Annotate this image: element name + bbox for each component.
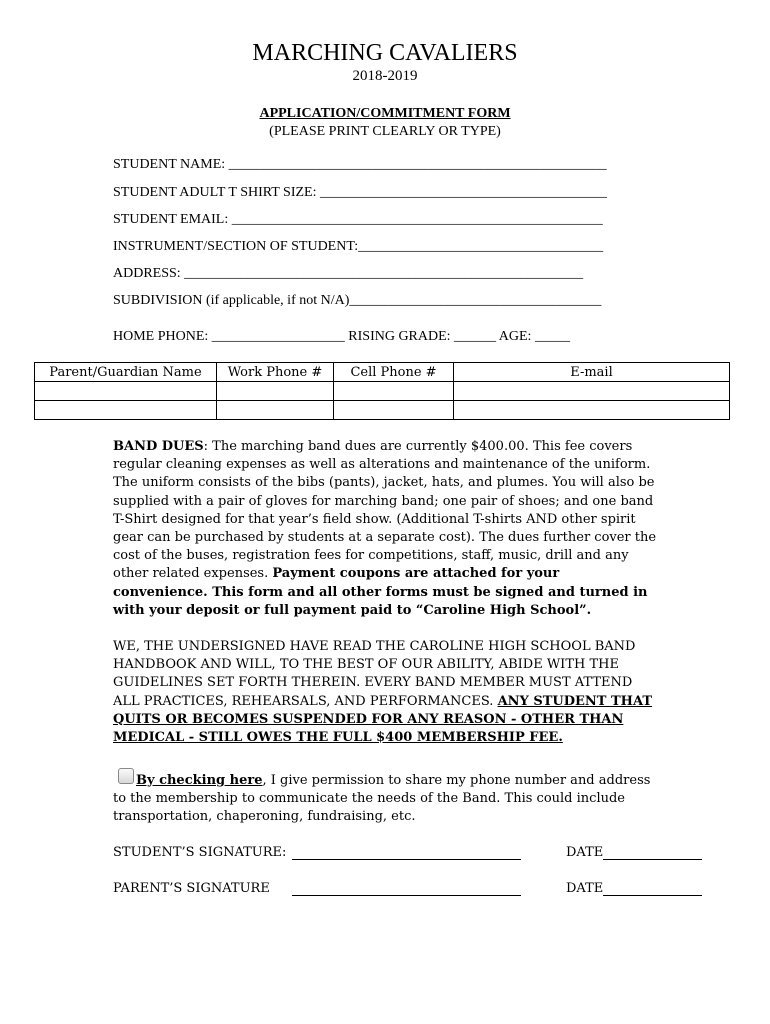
parent-signature-line[interactable] — [292, 895, 521, 896]
student-signature-line[interactable] — [292, 859, 521, 860]
agreement-text: WE, THE UNDERSIGNED HAVE READ THE CAROLINE HIGH SCHOOL BAND HANDBOOK AND WILL, TO THE BEST OF OUR ABILITY, ABIDE WITH THE GUIDELINES SET FORTH THEREIN. EVERY BAND MEMBER MUST ATTEND ALL PRACTICES, REHEARSALS, AND PERFORMANCES. — [113, 639, 636, 709]
email-cell[interactable] — [454, 401, 730, 420]
cell-phone-header: Cell Phone # — [334, 363, 454, 382]
band-dues-heading: BAND DUES — [113, 439, 204, 454]
band-dues-body: : The marching band dues are currently $400.00. This fee covers regular cleaning expenses as well as alterations and maintenance of the uniform. The uniform consists of the bibs (pants), jacket, hats, and plumes. You will also be supplied with a pair of gloves for marching band; one pair of shoes; and one band T-Shirt designed for that year’s field show. (Additional T-shirts AND other spirit gear can be purchased by students at a separate cost). The dues further cover the cost of the buses, registration fees for competitions, staff, music, drill and any other related expenses. — [113, 439, 657, 582]
phone-grade-age-field[interactable]: HOME PHONE: ___________________ RISING GRADE: ______ AGE: _____ — [113, 329, 570, 344]
work-phone-header: Work Phone # — [217, 363, 334, 382]
guardian-table — [34, 362, 730, 420]
permission-text: , I give permission to share my phone number and address to the membership to communicate the needs of the Band. This could include transportation, chaperoning, fundraising, etc. — [113, 773, 651, 825]
parent-date-label: DATE — [566, 881, 604, 896]
cell-phone-cell[interactable] — [334, 401, 454, 420]
agreement-paragraph — [113, 638, 658, 747]
student-signature-label: STUDENT’S SIGNATURE: — [113, 845, 287, 860]
parent-date-line[interactable] — [603, 895, 702, 896]
shirt-size-field[interactable]: STUDENT ADULT T SHIRT SIZE: _________________________________________ — [113, 185, 607, 200]
student-name-field[interactable]: STUDENT NAME: ______________________________________________________ — [113, 157, 607, 172]
subdivision-field[interactable]: SUBDIVISION (if applicable, if not N/A)____________________________________ — [113, 293, 602, 308]
quit-warning: ANY STUDENT THAT QUITS OR BECOMES SUSPENDED FOR ANY REASON - OTHER THAN MEDICAL - STILL OWES THE FULL $400 MEMBERSHIP FEE. — [113, 693, 653, 746]
table-row — [35, 401, 730, 420]
permission-lead: By checking here — [136, 773, 263, 788]
band-dues-note: Payment coupons are attached for your convenience. This form and all other forms must be signed and turned in with your deposit or full payment paid to “Caroline High School”. — [113, 566, 648, 618]
print-instruction: (PLEASE PRINT CLEARLY OR TYPE) — [269, 124, 501, 139]
permission-paragraph — [113, 772, 658, 827]
cell-phone-cell[interactable] — [334, 382, 454, 401]
guardian-name-cell[interactable] — [35, 382, 217, 401]
student-date-line[interactable] — [603, 859, 702, 860]
table-row — [35, 382, 730, 401]
guardian-table-header — [35, 363, 730, 382]
student-date-label: DATE — [566, 845, 604, 860]
form-subtitle: APPLICATION/COMMITMENT FORM — [259, 106, 511, 121]
email-cell[interactable] — [454, 382, 730, 401]
instrument-field[interactable]: INSTRUMENT/SECTION OF STUDENT:___________________________________ — [113, 239, 604, 254]
work-phone-cell[interactable] — [217, 401, 334, 420]
form-title: MARCHING CAVALIERS — [252, 40, 518, 66]
guardian-name-cell[interactable] — [35, 401, 217, 420]
work-phone-cell[interactable] — [217, 382, 334, 401]
school-year: 2018-2019 — [352, 68, 418, 84]
guardian-name-header: Parent/Guardian Name — [35, 363, 217, 382]
address-field[interactable]: ADDRESS: _________________________________________________________ — [113, 266, 584, 281]
parent-signature-label: PARENT’S SIGNATURE — [113, 881, 270, 896]
email-header: E-mail — [454, 363, 730, 382]
band-dues-paragraph — [113, 438, 658, 620]
student-email-field[interactable]: STUDENT EMAIL: _____________________________________________________ — [113, 212, 603, 227]
